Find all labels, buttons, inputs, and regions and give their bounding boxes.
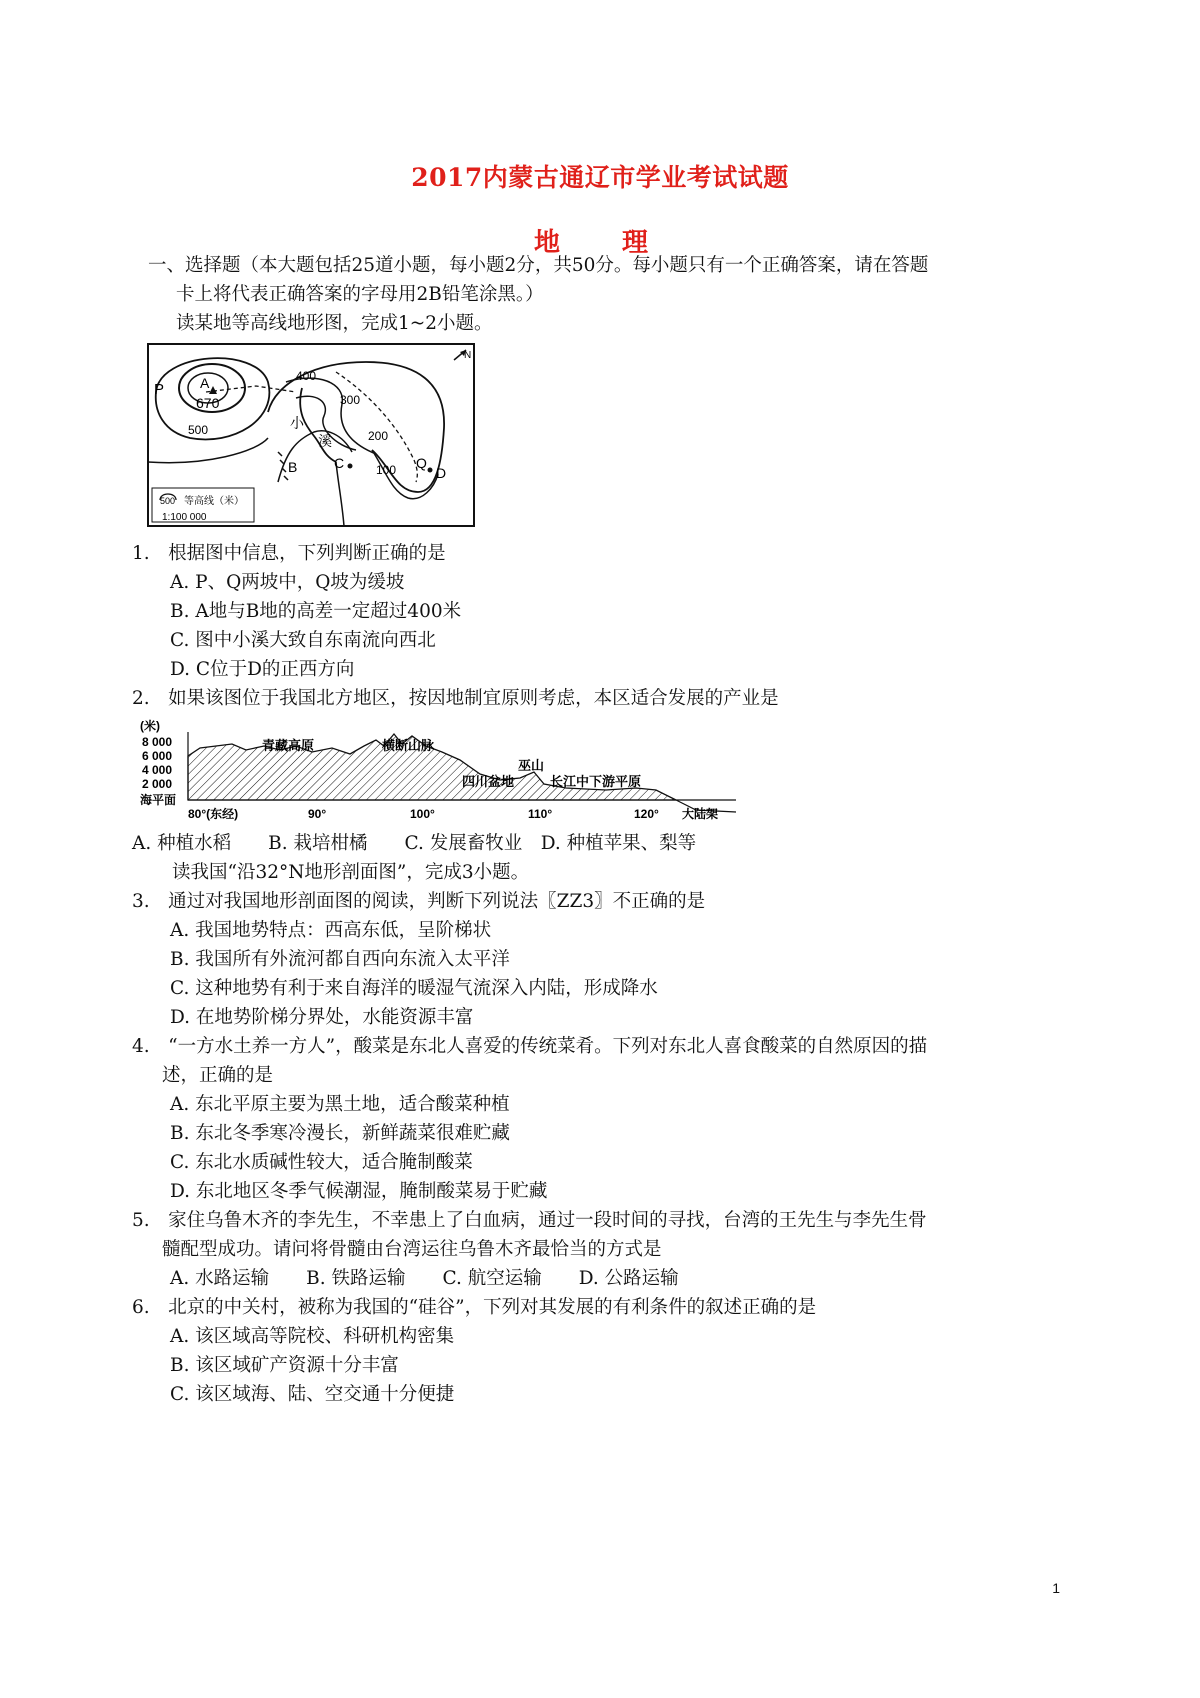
q3-option-c: C. 这种地势有利于来自海洋的暖湿气流深入内陆，形成降水 [170,978,658,999]
profile-x-110: 110° [528,807,553,821]
q3-option-b: B. 我国所有外流河都自西向东流入太平洋 [170,949,510,970]
page-number: 1 [1052,1580,1060,1596]
label-xi: 溪 [318,433,332,449]
profile-label-wushan: 巫山 [518,758,545,773]
terrain-profile [136,716,736,824]
profile-label-qinghai: 青藏高原 [262,738,315,753]
label-A: A [200,375,210,391]
q3-stem: 3. 通过对我国地形剖面图的阅读，判断下列说法〖ZZ3〗不正确的是 [132,891,706,912]
q5-options: A. 水路运输 B. 铁路运输 C. 航空运输 D. 公路运输 [170,1268,679,1289]
label-100: 100 [376,463,397,477]
q6-option-b: B. 该区域矿产资源十分丰富 [170,1355,399,1376]
q4-option-b: B. 东北冬季寒冷漫长，新鲜蔬菜很难贮藏 [170,1123,510,1144]
q5-stem-cont: 髓配型成功。请问将骨髓由台湾运往乌鲁木齐最恰当的方式是 [162,1239,662,1260]
label-Q: Q [416,455,427,471]
q4-option-c: C. 东北水质碱性较大，适合腌制酸菜 [170,1152,473,1173]
profile-x-80: 80°(东经) [188,807,239,821]
q3-option-d: D. 在地势阶梯分界处，水能资源丰富 [170,1007,474,1028]
profile-x-120: 120° [634,807,659,821]
q6-option-c: C. 该区域海、陆、空交通十分便捷 [170,1384,455,1405]
q5-stem: 5. 家住乌鲁木齐的李先生，不幸患上了白血病，通过一段时间的寻找，台湾的王先生与李先生骨 [132,1210,927,1231]
label-xiao: 小 [290,415,304,431]
profile-x-100: 100° [410,807,435,821]
label-C: C [334,455,345,471]
label-300: 300 [340,393,361,407]
profile-y-6000: 6 000 [142,749,173,763]
label-500: 500 [188,423,209,437]
q1-option-b: B. A地与B地的高差一定超过400米 [170,601,462,622]
section-heading-cont: 卡上将代表正确答案的字母用2B铅笔涂黑。） [176,284,544,305]
profile-y-8000: 8 000 [142,735,173,749]
profile-y-2000: 2 000 [142,777,173,791]
intro-profile: 读我国“沿32°N地形剖面图”，完成3小题。 [172,862,530,883]
q2-stem: 2. 如果该图位于我国北方地区，按因地制宜原则考虑，本区适合发展的产业是 [132,688,779,709]
q1-stem: 1. 根据图中信息，下列判断正确的是 [132,543,446,564]
label-670: 670 [196,395,220,411]
q6-option-a: A. 该区域高等院校、科研机构密集 [170,1326,455,1347]
profile-label-changjiang: 长江中下游平原 [550,774,642,789]
profile-label-sichuan: 四川盆地 [462,774,515,789]
q4-option-a: A. 东北平原主要为黑土地，适合酸菜种植 [170,1094,510,1115]
q4-stem: 4. “一方水土养一方人”，酸菜是东北人喜爱的传统菜肴。下列对东北人喜食酸菜的自然原因的描 [132,1036,928,1057]
profile-label-hengduan: 横断山脉 [382,738,435,753]
profile-x-90: 90° [308,807,327,821]
contour-map [146,342,476,528]
profile-label-shelf: 大陆架 [682,807,719,821]
profile-y-sea: 海平面 [140,793,177,807]
q3-option-a: A. 我国地势特点：西高东低，呈阶梯状 [170,920,492,941]
q1-option-c: C. 图中小溪大致自东南流向西北 [170,630,436,651]
q1-option-d: D. C位于D的正西方向 [170,659,355,680]
legend-value: 500 [160,496,176,506]
subject-title: 地 理 [533,228,666,258]
q6-stem: 6. 北京的中关村，被称为我国的“硅谷”，下列对其发展的有利条件的叙述正确的是 [132,1297,817,1318]
map-scale: 1:100 000 [162,512,207,523]
profile-unit: (米) [140,719,160,733]
label-200: 200 [368,429,389,443]
section-heading: 一、选择题（本大题包括25道小题，每小题2分，共50分。每小题只有一个正确答案，请在答题 [148,255,929,276]
label-N: N [464,350,472,361]
q2-options: A. 种植水稻 B. 栽培柑橘 C. 发展畜牧业 D. 种植苹果、梨等 [132,833,697,854]
q1-option-a: A. P、Q两坡中，Q坡为缓坡 [170,572,405,593]
q4-option-d: D. 东北地区冬季气候潮湿，腌制酸菜易于贮藏 [170,1181,548,1202]
label-P: P [154,381,165,398]
label-400: 400 [296,369,317,383]
label-B: B [288,459,298,475]
q4-stem-cont: 述，正确的是 [162,1065,274,1086]
label-D: D [436,465,447,481]
intro-contour: 读某地等高线地形图，完成1~2小题。 [176,313,493,334]
profile-y-4000: 4 000 [142,763,173,777]
legend-text: 等高线（米） [184,496,244,507]
exam-title: 2017内蒙古通辽市学业考试试题 [411,163,789,192]
